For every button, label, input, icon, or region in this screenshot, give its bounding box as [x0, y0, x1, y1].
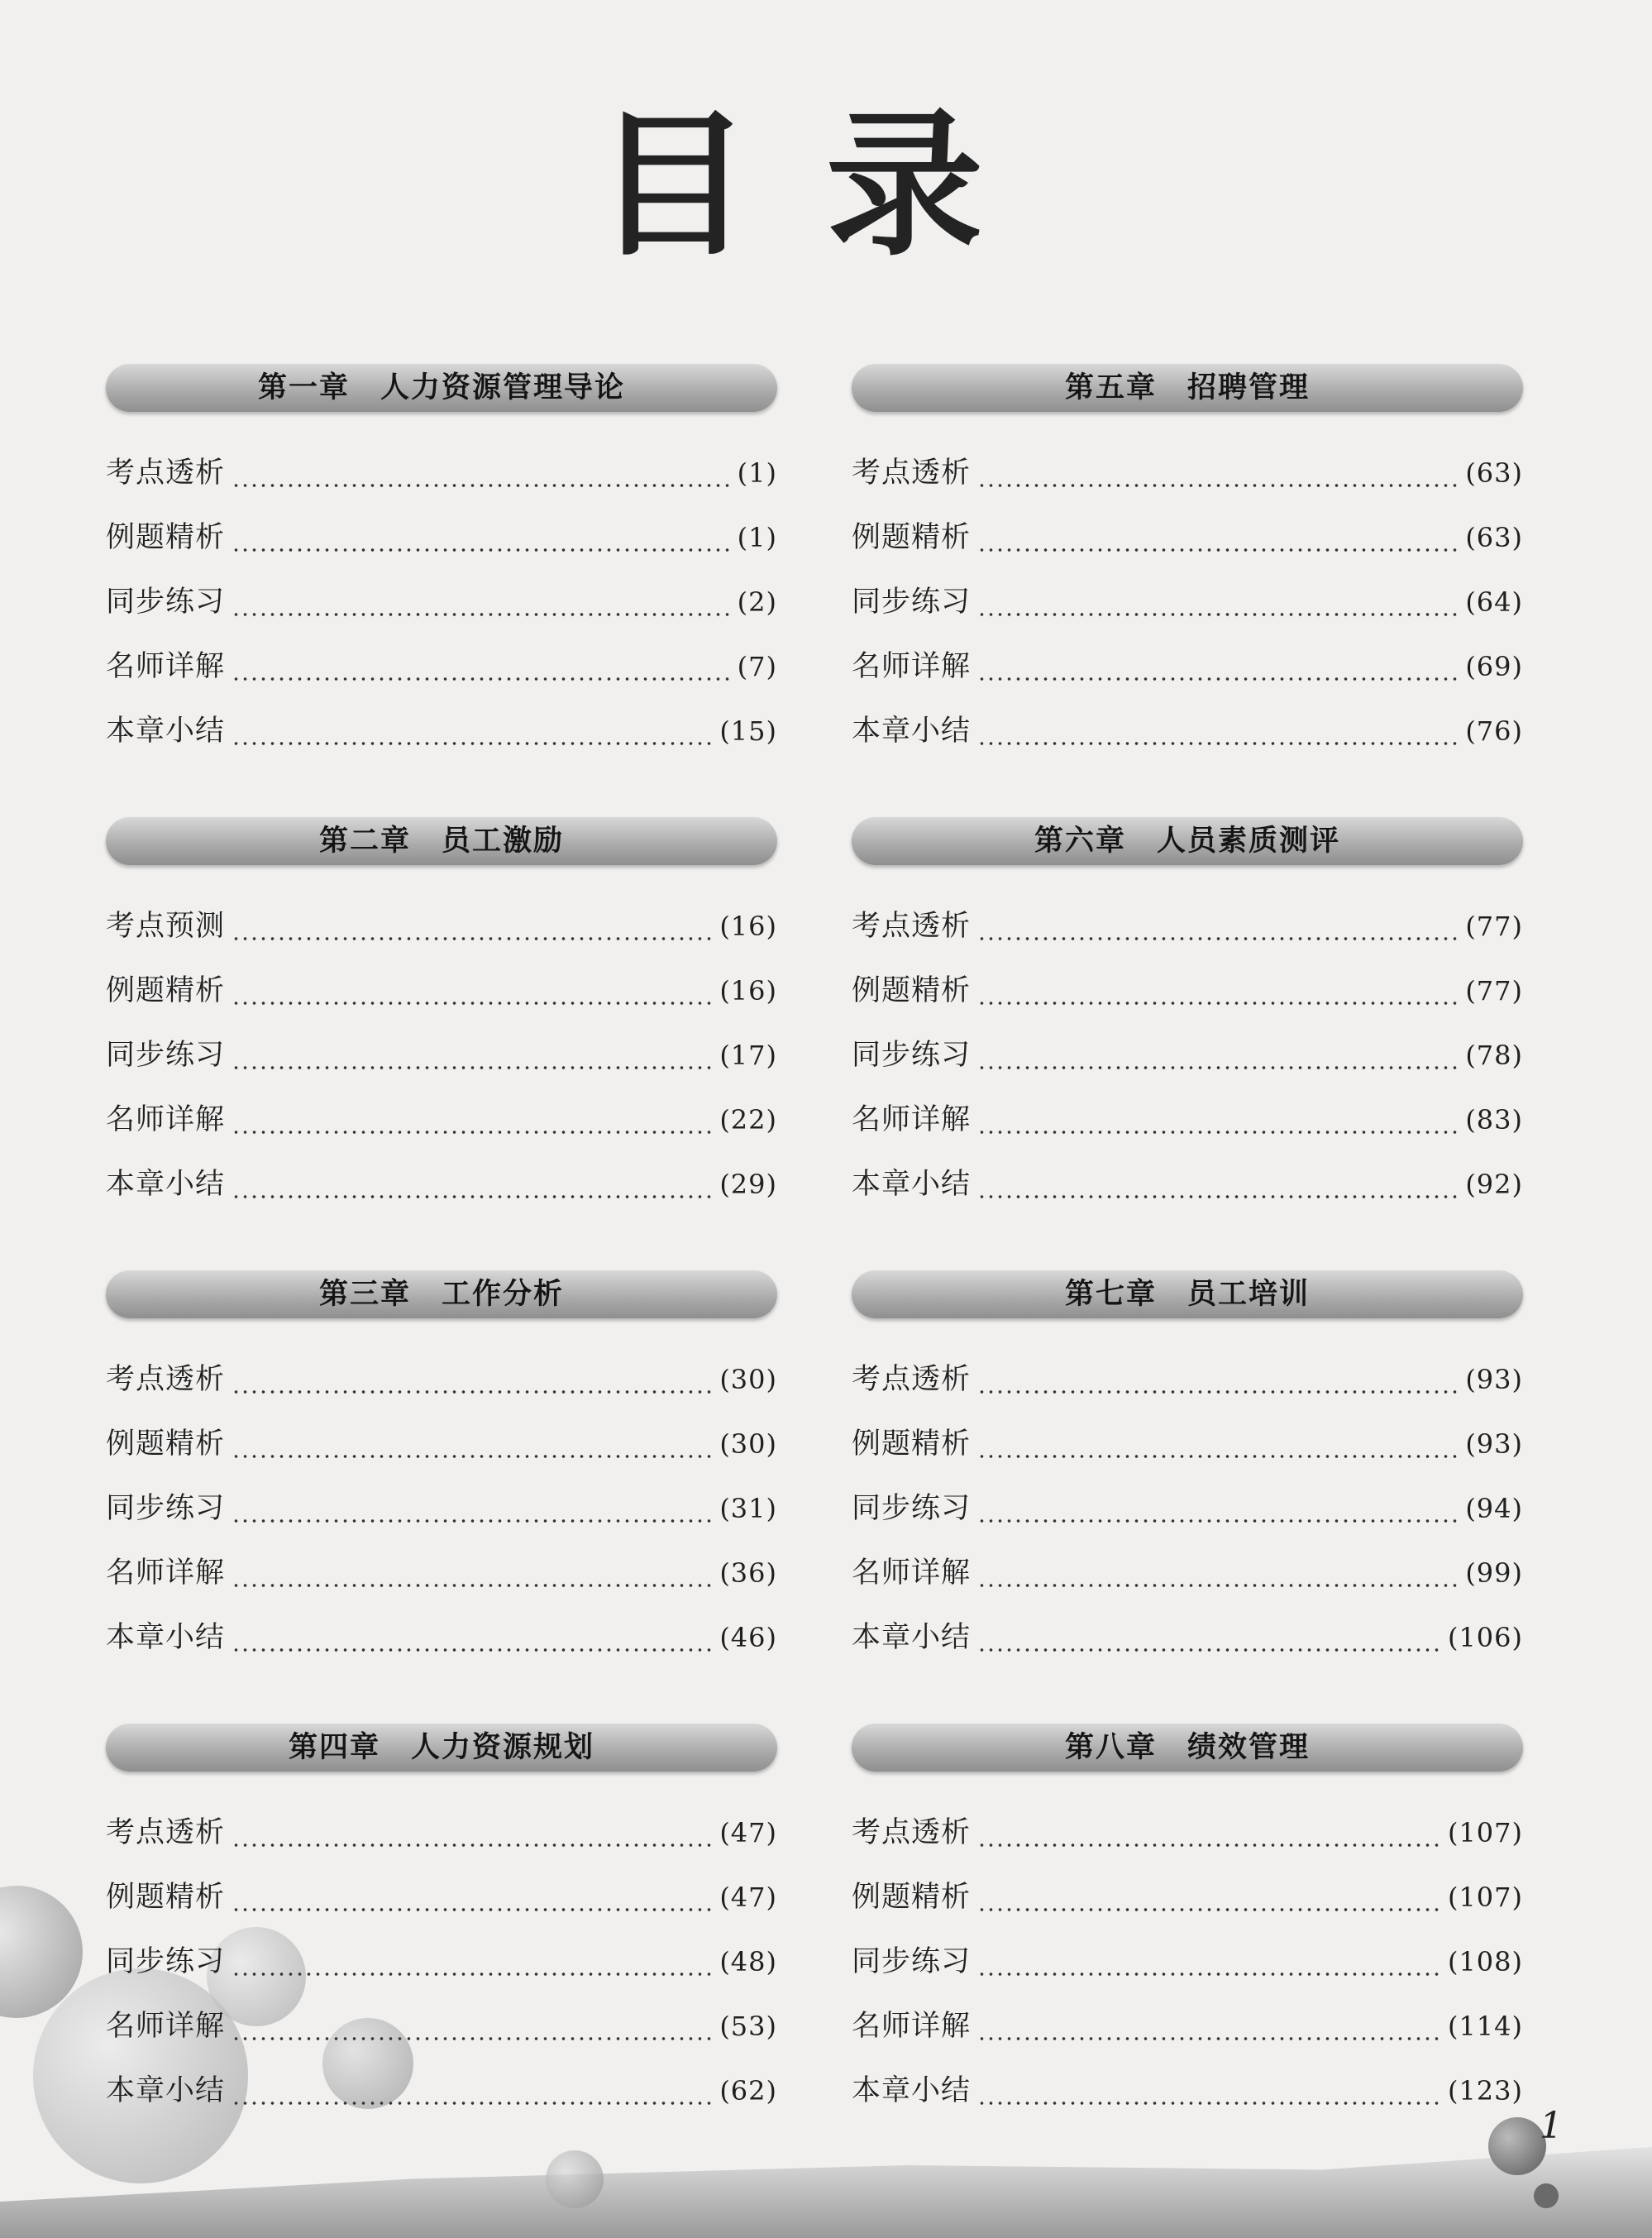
- toc-entry-label: 例题精析: [106, 521, 226, 554]
- leader-dots: [977, 937, 1459, 940]
- chapter-header[interactable]: 第二章 员工激励: [106, 817, 777, 865]
- leader-dots: [977, 484, 1459, 487]
- toc-entry-page: (16): [719, 911, 777, 942]
- toc-entry-label: 例题精析: [852, 1427, 972, 1461]
- toc-entry[interactable]: [852, 1550, 1523, 1614]
- toc-entry-label: 本章小结: [852, 1168, 972, 1201]
- toc-entry[interactable]: [106, 579, 777, 643]
- chapter-header[interactable]: 第三章 工作分析: [106, 1270, 777, 1318]
- toc-entry-page: (1): [737, 522, 777, 553]
- toc-entry[interactable]: [106, 708, 777, 772]
- leader-dots: [977, 613, 1459, 616]
- toc-entry-label: 同步练习: [106, 1039, 226, 1072]
- toc-entry-page: (30): [719, 1428, 777, 1460]
- leader-dots: [977, 1131, 1459, 1134]
- toc-entry-page: (114): [1447, 2011, 1523, 2042]
- chapter-section: [106, 817, 777, 1270]
- toc-entry[interactable]: [106, 1161, 777, 1226]
- toc-entry-page: (22): [719, 1104, 777, 1136]
- decorative-bubble: [1534, 2183, 1559, 2208]
- toc-entry-page: (63): [1465, 522, 1523, 553]
- toc-column-left: [106, 364, 777, 2177]
- leader-dots: [977, 1648, 1441, 1652]
- toc-entry-page: (48): [719, 1946, 777, 1977]
- leader-dots: [977, 1843, 1441, 1847]
- toc-entry-page: (77): [1465, 911, 1523, 942]
- toc-entry-label: 本章小结: [106, 2074, 226, 2107]
- chapter-section: [852, 1270, 1523, 1724]
- toc-entry-label: 名师详解: [852, 2010, 972, 2043]
- toc-entry-label: 本章小结: [106, 1168, 226, 1201]
- toc-entry-page: (99): [1465, 1557, 1523, 1589]
- toc-entry-page: (46): [719, 1622, 777, 1653]
- leader-dots: [232, 2102, 713, 2105]
- toc-entry[interactable]: [852, 1939, 1523, 2003]
- toc-entry[interactable]: [106, 1810, 777, 1874]
- toc-entry-page: (77): [1465, 975, 1523, 1007]
- toc-entry-label: 名师详解: [852, 650, 972, 683]
- toc-entry[interactable]: [106, 1356, 777, 1421]
- toc-entry[interactable]: [106, 1097, 777, 1161]
- toc-entry-page: (93): [1465, 1364, 1523, 1395]
- toc-entry[interactable]: [106, 968, 777, 1032]
- toc-entry-label: 本章小结: [852, 715, 972, 748]
- toc-entry-label: 名师详解: [852, 1557, 972, 1590]
- page-title: 目录: [594, 94, 1058, 277]
- leader-dots: [977, 1519, 1459, 1523]
- toc-entry-label: 考点透析: [106, 457, 226, 490]
- toc-entry-page: (93): [1465, 1428, 1523, 1460]
- toc-entry-label: 考点预测: [106, 910, 226, 943]
- toc-entry-page: (107): [1447, 1882, 1523, 1913]
- toc-entry-label: 本章小结: [852, 2074, 972, 2107]
- toc-entry-label: 同步练习: [852, 1945, 972, 1978]
- toc-entry-label: 例题精析: [106, 1881, 226, 1914]
- leader-dots: [977, 1066, 1459, 1069]
- leader-dots: [977, 1908, 1441, 1911]
- toc-entry-label: 同步练习: [106, 1492, 226, 1525]
- toc-entry[interactable]: [852, 1097, 1523, 1161]
- chapter-header[interactable]: 第五章 招聘管理: [852, 364, 1523, 412]
- toc-column-right: [852, 364, 1523, 2177]
- toc-entry-page: (76): [1465, 715, 1523, 747]
- toc-entry[interactable]: [852, 643, 1523, 708]
- toc-entry-label: 同步练习: [852, 586, 972, 619]
- leader-dots: [977, 1455, 1459, 1458]
- toc-entry-page: (123): [1447, 2075, 1523, 2106]
- toc-entry-page: (36): [719, 1557, 777, 1589]
- leader-dots: [977, 1973, 1441, 1976]
- chapter-section: [106, 1270, 777, 1724]
- leader-dots: [232, 742, 713, 745]
- toc-entry[interactable]: [106, 2003, 777, 2068]
- leader-dots: [232, 1584, 713, 1587]
- toc-entry[interactable]: [852, 514, 1523, 579]
- toc-entry-label: 本章小结: [852, 1621, 972, 1654]
- toc-entry-page: (53): [719, 2011, 777, 2042]
- toc-entry-page: (29): [719, 1169, 777, 1200]
- leader-dots: [977, 548, 1459, 552]
- toc-entry[interactable]: [106, 2068, 777, 2132]
- toc-entry-page: (30): [719, 1364, 777, 1395]
- chapter-header[interactable]: 第一章 人力资源管理导论: [106, 364, 777, 412]
- toc-entry-label: 本章小结: [106, 715, 226, 748]
- chapter-section: [852, 817, 1523, 1270]
- chapter-header[interactable]: 第七章 员工培训: [852, 1270, 1523, 1318]
- toc-entry[interactable]: [106, 1550, 777, 1614]
- toc-entry[interactable]: [852, 1161, 1523, 1226]
- toc-entry-page: (107): [1447, 1817, 1523, 1848]
- toc-entry[interactable]: [852, 1421, 1523, 1485]
- toc-entry-page: (47): [719, 1882, 777, 1913]
- leader-dots: [232, 1131, 713, 1134]
- toc-entry-label: 同步练习: [852, 1492, 972, 1525]
- toc-entry-label: 例题精析: [106, 1427, 226, 1461]
- toc-entry-label: 例题精析: [852, 974, 972, 1007]
- leader-dots: [232, 1843, 713, 1847]
- toc-entry[interactable]: [106, 1032, 777, 1097]
- toc-entry-label: 考点透析: [852, 457, 972, 490]
- toc-entry-label: 考点透析: [852, 1363, 972, 1396]
- toc-entry-label: 考点透析: [852, 910, 972, 943]
- leader-dots: [232, 937, 713, 940]
- leader-dots: [977, 1584, 1459, 1587]
- toc-entry[interactable]: [852, 1874, 1523, 1939]
- toc-entry[interactable]: [852, 1810, 1523, 1874]
- toc-entry-label: 本章小结: [106, 1621, 226, 1654]
- leader-dots: [977, 1390, 1459, 1394]
- toc-entry-page: (16): [719, 975, 777, 1007]
- chapter-section: [852, 364, 1523, 817]
- toc-entry[interactable]: [852, 2068, 1523, 2132]
- toc-entry[interactable]: [106, 643, 777, 708]
- chapter-header[interactable]: 第六章 人员素质测评: [852, 817, 1523, 865]
- toc-entry[interactable]: [852, 1032, 1523, 1097]
- toc-entry-page: (17): [719, 1040, 777, 1071]
- toc-entry-label: 同步练习: [106, 586, 226, 619]
- leader-dots: [232, 1908, 713, 1911]
- toc-entry-label: 同步练习: [106, 1945, 226, 1978]
- toc-entry-label: 名师详解: [106, 2010, 226, 2043]
- leader-dots: [232, 613, 731, 616]
- toc-entry-page: (47): [719, 1817, 777, 1848]
- toc-entry-label: 例题精析: [852, 1881, 972, 1914]
- toc-entry[interactable]: [106, 450, 777, 514]
- toc-entry-page: (7): [737, 651, 777, 682]
- toc-entry-page: (1): [737, 457, 777, 489]
- toc-entry[interactable]: [106, 903, 777, 968]
- leader-dots: [977, 2037, 1441, 2040]
- toc-entry-page: (94): [1465, 1493, 1523, 1524]
- toc-entry-label: 考点透析: [852, 1816, 972, 1849]
- leader-dots: [232, 1519, 713, 1523]
- toc-entry-label: 例题精析: [852, 521, 972, 554]
- toc-entry-label: 考点透析: [106, 1816, 226, 1849]
- leader-dots: [232, 1973, 713, 1976]
- leader-dots: [232, 1195, 713, 1198]
- toc-entry[interactable]: [852, 1485, 1523, 1550]
- leader-dots: [977, 677, 1459, 681]
- toc-entry[interactable]: [106, 1874, 777, 1939]
- toc-entry[interactable]: [852, 968, 1523, 1032]
- leader-dots: [977, 1195, 1459, 1198]
- toc-entry[interactable]: [852, 450, 1523, 514]
- toc-entry[interactable]: [106, 1485, 777, 1550]
- toc-entry-page: (69): [1465, 651, 1523, 682]
- toc-entry-page: (62): [719, 2075, 777, 2106]
- leader-dots: [232, 2037, 713, 2040]
- leader-dots: [232, 1066, 713, 1069]
- toc-entry-page: (78): [1465, 1040, 1523, 1071]
- leader-dots: [977, 2102, 1441, 2105]
- chapter-section: [852, 1724, 1523, 2177]
- toc-entry-page: (92): [1465, 1169, 1523, 1200]
- toc-entry[interactable]: [106, 514, 777, 579]
- toc-entry-label: 例题精析: [106, 974, 226, 1007]
- toc-entry[interactable]: [852, 1614, 1523, 1679]
- leader-dots: [232, 1390, 713, 1394]
- toc-entry-page: (31): [719, 1493, 777, 1524]
- toc-entry-label: 名师详解: [106, 1557, 226, 1590]
- toc-entry[interactable]: [106, 1614, 777, 1679]
- toc-entry-label: 考点透析: [106, 1363, 226, 1396]
- toc-entry-page: (83): [1465, 1104, 1523, 1136]
- toc-entry[interactable]: [852, 708, 1523, 772]
- toc-entry[interactable]: [106, 1421, 777, 1485]
- leader-dots: [232, 484, 731, 487]
- toc-entry-label: 名师详解: [106, 650, 226, 683]
- chapter-header[interactable]: 第四章 人力资源规划: [106, 1724, 777, 1772]
- page-number: 1: [1540, 2105, 1563, 2147]
- chapter-header[interactable]: 第八章 绩效管理: [852, 1724, 1523, 1772]
- leader-dots: [977, 1002, 1459, 1005]
- chapter-section: [106, 364, 777, 817]
- toc-entry[interactable]: [852, 579, 1523, 643]
- leader-dots: [232, 1455, 713, 1458]
- toc-entry-page: (64): [1465, 586, 1523, 618]
- toc-entry-page: (15): [719, 715, 777, 747]
- leader-dots: [232, 677, 731, 681]
- leader-dots: [232, 1648, 713, 1652]
- toc-entry-page: (2): [737, 586, 777, 618]
- toc-entry[interactable]: [852, 2003, 1523, 2068]
- toc-entry[interactable]: [852, 1356, 1523, 1421]
- toc-entry-page: (108): [1447, 1946, 1523, 1977]
- chapter-section: [106, 1724, 777, 2177]
- toc-entry-label: 名师详解: [106, 1103, 226, 1136]
- leader-dots: [232, 1002, 713, 1005]
- toc-entry-page: (106): [1447, 1622, 1523, 1653]
- leader-dots: [232, 548, 731, 552]
- toc-entry-page: (63): [1465, 457, 1523, 489]
- toc-entry[interactable]: [106, 1939, 777, 2003]
- toc-entry-label: 名师详解: [852, 1103, 972, 1136]
- toc-entry-label: 同步练习: [852, 1039, 972, 1072]
- toc-entry[interactable]: [852, 903, 1523, 968]
- leader-dots: [977, 742, 1459, 745]
